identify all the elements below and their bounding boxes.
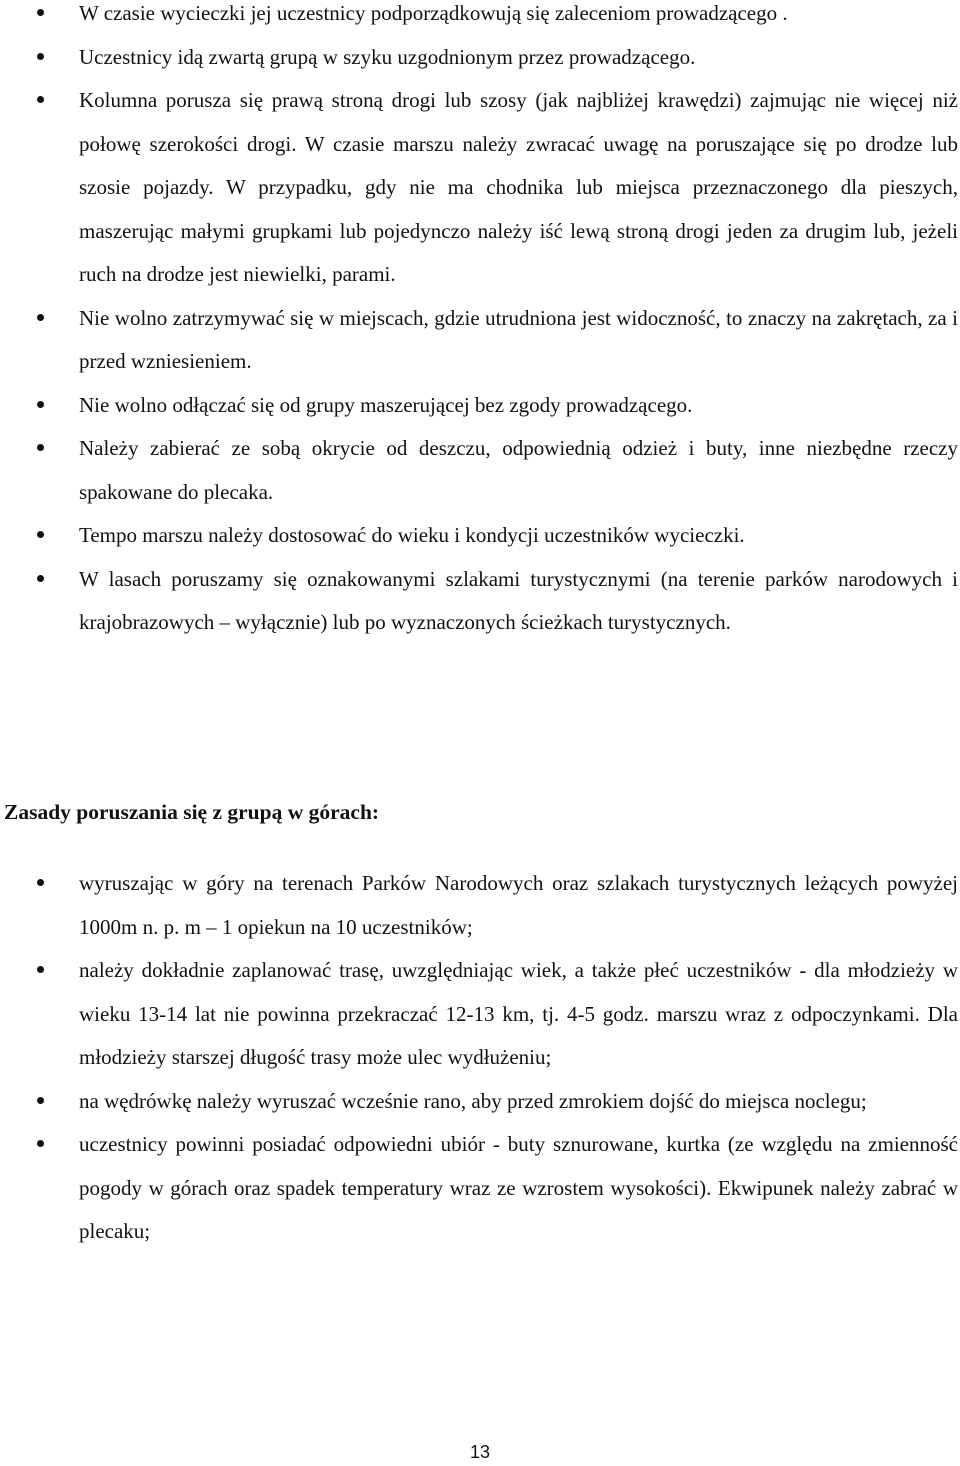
bullet-icon xyxy=(37,96,44,103)
bullet-icon xyxy=(37,9,44,16)
list-item xyxy=(0,514,960,558)
bullet-icon xyxy=(37,879,44,886)
list-item xyxy=(0,1080,960,1124)
section-heading: Zasady poruszania się z grupą w górach: xyxy=(4,800,380,824)
list-item-text: Tempo marszu należy dostosować do wieku i kondycji uczestników wycieczki. xyxy=(79,523,745,547)
bullet-icon xyxy=(37,575,44,582)
list-item xyxy=(0,1123,960,1254)
list-item-text: Należy zabierać ze sobą okrycie od deszczu, odpowiednią odzież i buty, inne niezbędne rzeczy spakowane do plecaka. xyxy=(79,436,958,504)
list-item-text: Uczestnicy idą zwartą grupą w szyku uzgodnionym przez prowadzącego. xyxy=(79,44,696,69)
page-number: 13 xyxy=(469,1442,491,1462)
list-item xyxy=(0,949,960,1080)
bullet-icon xyxy=(37,1097,44,1104)
bullet-icon xyxy=(37,531,44,538)
list-item xyxy=(0,36,960,80)
list-item xyxy=(0,79,960,297)
list-item-text: W lasach poruszamy się oznakowanymi szlakami turystycznymi (na terenie parków narodowych i krajobrazowych – wyłącznie) lub po wyznaczonych ścieżkach turystycznych. xyxy=(79,566,958,634)
list-item-text: Kolumna porusza się prawą stroną drogi lub szosy (jak najbliżej krawędzi) zajmując nie więcej niż połowę szerokości drogi. W czasie marszu należy zwracać uwagę na poruszające się po drodze lub szosie pojazdy. W przypadku, gdy nie ma chodnika lub miejsca przeznaczonego dla pieszych, maszerując małymi grupkami lub pojedynczo należy iść lewą stroną drogi jeden za drugim lub, jeżeli ruch na drodze jest niewielki, parami. xyxy=(79,88,958,286)
list-item xyxy=(0,0,960,36)
mountain-rules-list xyxy=(0,862,960,1254)
bullet-icon xyxy=(37,1140,44,1147)
list-item-text: Nie wolno zatrzymywać się w miejscach, gdzie utrudniona jest widoczność, to znaczy na zakrętach, za i przed wzniesieniem. xyxy=(79,305,958,373)
list-item xyxy=(0,862,960,949)
list-item-text: należy dokładnie zaplanować trasę, uwzględniając wiek, a także płeć uczestników - dla młodzieży w wieku 13-14 lat nie powinna przekraczać 12-13 km, tj. 4-5 godz. marszu wraz z odpoczynkami. Dla młodzieży starszej długość trasy może ulec wydłużeniu; xyxy=(79,958,958,1069)
list-item xyxy=(0,558,960,645)
bullet-icon xyxy=(37,444,44,451)
list-item xyxy=(0,297,960,384)
list-item xyxy=(0,384,960,428)
bullet-icon xyxy=(37,314,44,321)
list-item-text: wyruszając w góry na terenach Parków Narodowych oraz szlakach turystycznych leżących powyżej 1000m n. p. m – 1 opiekun na 10 uczestników; xyxy=(79,871,958,939)
list-item xyxy=(0,427,960,514)
bullet-icon xyxy=(37,401,44,408)
list-item-text: Nie wolno odłączać się od grupy maszerującej bez zgody prowadzącego. xyxy=(79,392,693,417)
list-item-text: uczestnicy powinni posiadać odpowiedni ubiór - buty sznurowane, kurtka (ze względu na zmienność pogody w górach oraz spadek temperatury wraz ze wzrostem wysokości). Ekwipunek należy zabrać w plecaku; xyxy=(79,1132,958,1243)
list-item-text: na wędrówkę należy wyruszać wcześnie rano, aby przed zmrokiem dojść do miejsca noclegu; xyxy=(79,1088,867,1113)
bullet-icon xyxy=(37,966,44,973)
bullet-icon xyxy=(37,53,44,60)
trip-rules-list xyxy=(0,0,960,645)
list-item-text: W czasie wycieczki jej uczestnicy podporządkowują się zaleceniom prowadzącego . xyxy=(79,1,788,25)
